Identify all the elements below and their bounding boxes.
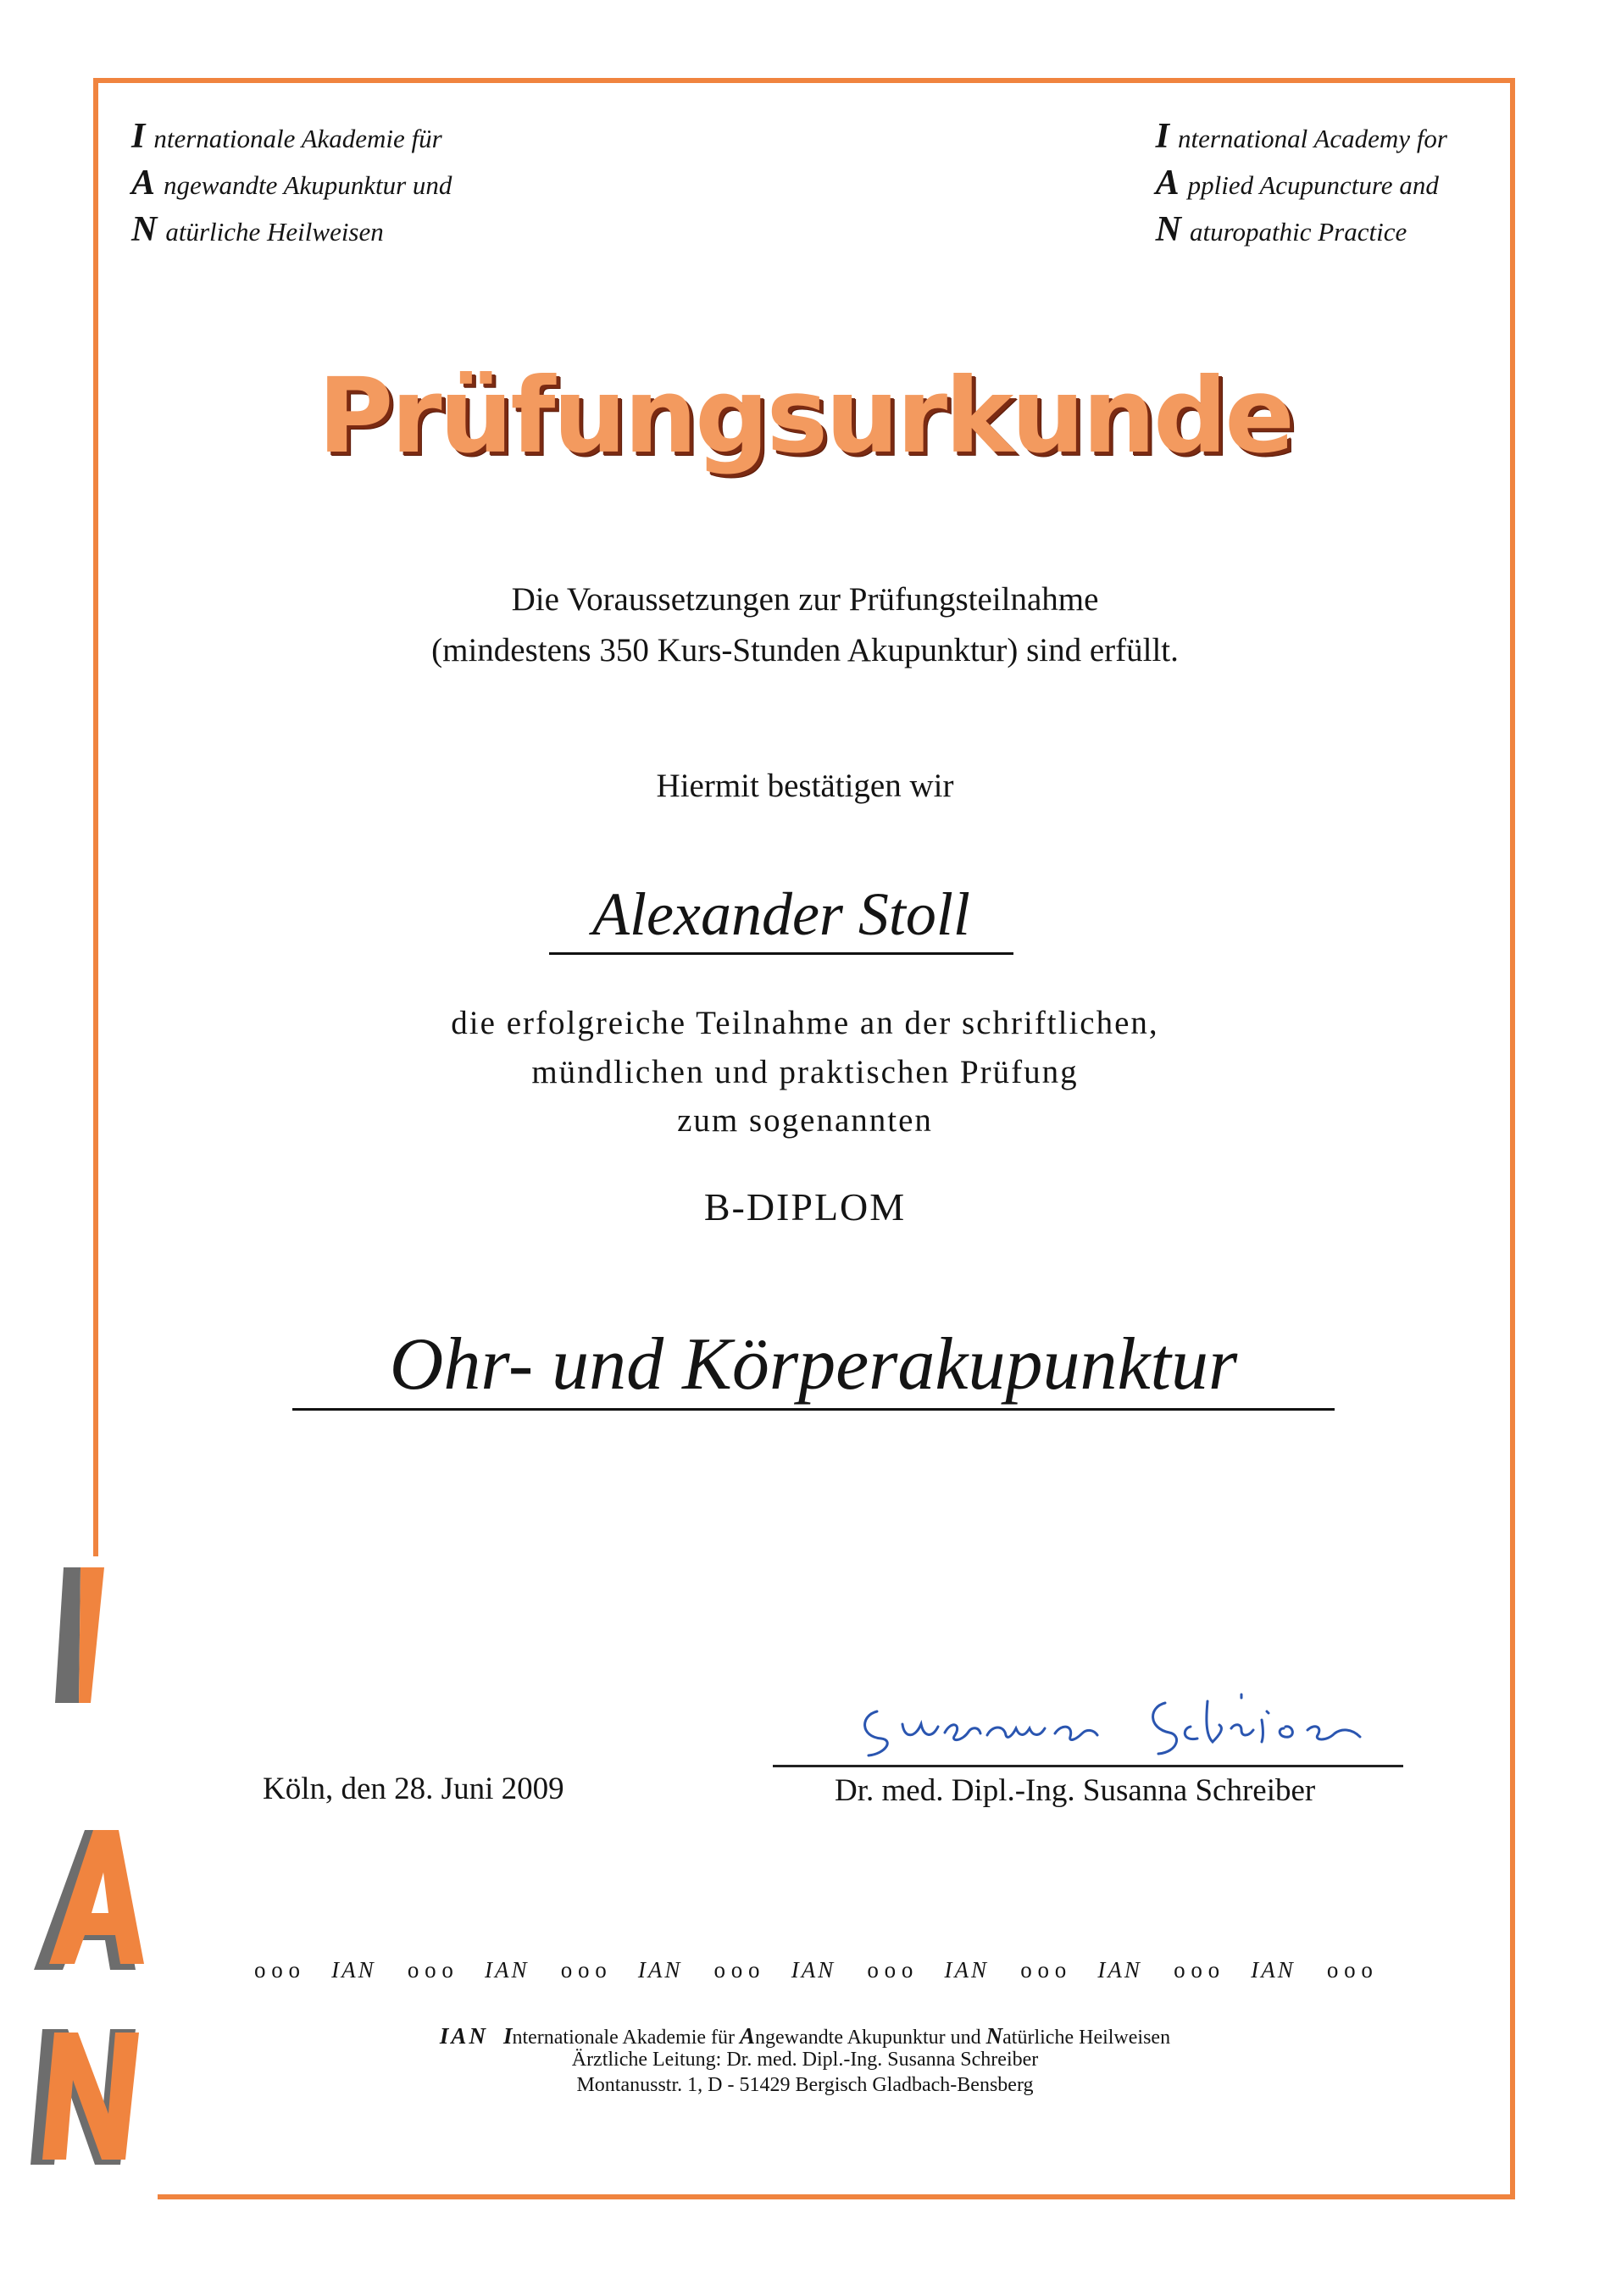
footer-address: Montanusstr. 1, D - 51429 Bergisch Gladbach-Bensberg [576, 2074, 1034, 2096]
confirmation-text: Hiermit bestätigen wir [656, 768, 954, 804]
header-text: atürliche Heilweisen [165, 217, 384, 247]
header-initial: A [1155, 164, 1180, 202]
separator-label: IAN [1251, 1957, 1296, 1983]
header-initial: N [1155, 210, 1181, 249]
recipient-name: Alexander Stoll [592, 880, 970, 948]
separator-label: IAN [637, 1957, 683, 1983]
logo-letter-a [25, 1822, 153, 1983]
footer-initial: I [502, 2023, 513, 2049]
footer-abbr: IAN [439, 2023, 488, 2049]
header-initial: I [131, 117, 146, 156]
recipient-underline [549, 952, 1013, 955]
description-line-2: mündlichen und praktischen Prüfung [531, 1054, 1079, 1090]
footer-name-part: ngewandte Akupunktur und [755, 2027, 986, 2049]
separator-dots: o o o [867, 1957, 913, 1983]
separator-dots: o o o [1326, 1957, 1373, 1983]
signature-line [773, 1765, 1403, 1767]
recipient-block [549, 879, 1013, 956]
separator-label: IAN [485, 1957, 530, 1983]
description-line-1: die erfolgreiche Teilnahme an der schriftlichen, [451, 1005, 1159, 1041]
header-text: nternational Academy for [1178, 124, 1447, 153]
separator-label: IAN [331, 1957, 376, 1983]
description-line-3: zum sogenannten [677, 1102, 933, 1139]
footer-medical-director: Ärztliche Leitung: Dr. med. Dipl.-Ing. Susanna Schreiber [571, 2049, 1039, 2071]
header-initial: A [131, 164, 156, 202]
separator-dots: o o o [1020, 1957, 1067, 1983]
separator-label: IAN [1097, 1957, 1142, 1983]
ian-separator-strip [254, 1957, 1373, 1983]
header-line [131, 208, 452, 254]
header-initial: I [1155, 117, 1169, 156]
handwritten-signature [843, 1686, 1385, 1762]
footer-name-part: atürliche Heilweisen [1002, 2027, 1171, 2049]
header-line [1156, 208, 1447, 254]
separator-dots: o o o [1174, 1957, 1220, 1983]
separator-label: IAN [791, 1957, 836, 1983]
header-initial: N [131, 210, 158, 249]
header-line [131, 161, 452, 208]
footer-name-part: nternationale Akademie für [512, 2027, 741, 2049]
frame-border-left [93, 78, 98, 1556]
frame-border-bottom [158, 2194, 1515, 2199]
subject-underline [292, 1408, 1335, 1411]
header-text: pplied Acupuncture and [1187, 170, 1439, 200]
footer-academy-name [0, 2023, 1610, 2049]
header-line [1156, 114, 1447, 161]
place-date: Köln, den 28. Juni 2009 [263, 1772, 564, 1806]
separator-dots: o o o [407, 1957, 453, 1983]
header-english [1156, 114, 1447, 254]
header-line [131, 114, 452, 161]
header-text: aturopathic Practice [1189, 217, 1407, 247]
separator-label: IAN [944, 1957, 990, 1983]
subject-title: Ohr- und Körperakupunktur [389, 1323, 1238, 1406]
header-german [131, 114, 452, 254]
footer-initial: A [740, 2023, 756, 2049]
frame-border-top [93, 78, 1515, 83]
header-text: ngewandte Akupunktur und [164, 170, 452, 200]
certificate-title: Prüfungsurkunde [317, 356, 1293, 476]
subject-block [292, 1322, 1335, 1415]
diploma-type: B-DIPLOM [703, 1185, 907, 1228]
separator-dots: o o o [254, 1957, 300, 1983]
header-line [1156, 161, 1447, 208]
requirements-line-2: (mindestens 350 Kurs-Stunden Akupunktur) sind erfüllt. [431, 632, 1179, 668]
header-text: nternationale Akademie für [153, 124, 442, 153]
footer-initial: N [985, 2023, 1003, 2049]
separator-dots: o o o [713, 1957, 760, 1983]
requirements-line-1: Die Voraussetzungen zur Prüfungsteilnahme [511, 581, 1099, 618]
signer-name: Dr. med. Dipl.-Ing. Susanna Schreiber [835, 1773, 1316, 1808]
separator-dots: o o o [560, 1957, 607, 1983]
logo-letter-i [47, 1559, 123, 1711]
